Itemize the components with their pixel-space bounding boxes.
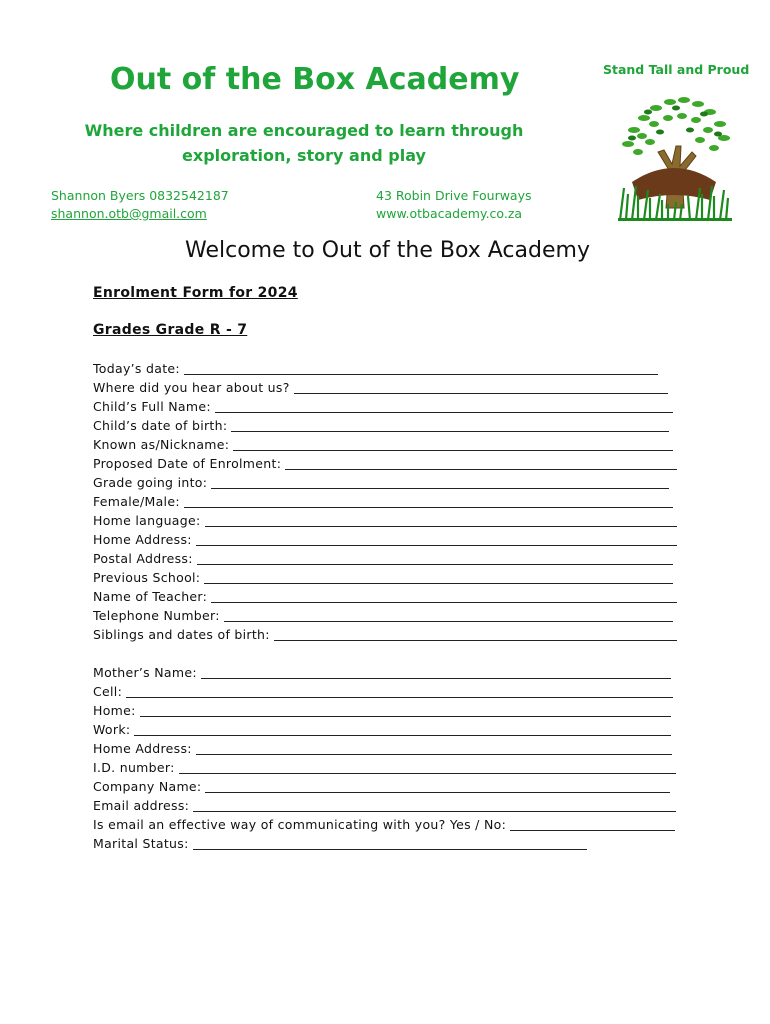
tagline-line-1: Where children are encouraged to learn through: [84, 121, 524, 140]
form-field-row: [93, 530, 677, 549]
form-field-row: [93, 625, 677, 644]
form-field-label: Home:: [93, 703, 136, 718]
form-field-label: Proposed Date of Enrolment:: [93, 456, 282, 471]
form-field-input-line[interactable]: [140, 703, 671, 717]
school-name: Out of the Box Academy: [110, 62, 520, 97]
contact-details: [51, 187, 229, 223]
form-field-label: Female/Male:: [93, 494, 180, 509]
contact-name-phone: Shannon Byers 0832542187: [51, 188, 229, 203]
form-field-row: [93, 492, 677, 511]
address-details: [376, 187, 532, 223]
form-field-input-line[interactable]: [197, 551, 673, 565]
form-field-input-line[interactable]: [231, 418, 669, 432]
form-field-label: Known as/Nickname:: [93, 437, 230, 452]
form-field-label: Is email an effective way of communicating with you? Yes / No:: [93, 817, 507, 832]
form-field-row: [93, 720, 676, 739]
tree-logo-icon: [614, 90, 734, 222]
form-field-label: Grade going into:: [93, 475, 208, 490]
form-field-input-line[interactable]: [196, 741, 672, 755]
form-field-input-line[interactable]: [201, 665, 671, 679]
form-field-input-line[interactable]: [126, 684, 673, 698]
form-field-label: Home Address:: [93, 741, 192, 756]
form-field-input-line[interactable]: [184, 494, 673, 508]
form-field-label: Mother’s Name:: [93, 665, 197, 680]
form-field-row: [93, 549, 677, 568]
form-field-label: Where did you hear about us?: [93, 380, 290, 395]
form-field-label: Marital Status:: [93, 836, 189, 851]
form-field-input-line[interactable]: [134, 722, 671, 736]
form-field-input-line[interactable]: [285, 456, 677, 470]
tagline-line-2: exploration, story and play: [182, 146, 426, 165]
form-field-input-line[interactable]: [193, 836, 587, 850]
form-field-input-line[interactable]: [233, 437, 673, 451]
school-address: 43 Robin Drive Fourways: [376, 188, 532, 203]
form-field-input-line[interactable]: [274, 627, 677, 641]
form-field-label: Home language:: [93, 513, 201, 528]
parent-details-section: [93, 663, 676, 853]
form-field-row: [93, 435, 677, 454]
form-field-label: Home Address:: [93, 532, 192, 547]
form-field-label: I.D. number:: [93, 760, 175, 775]
form-field-input-line[interactable]: [196, 532, 677, 546]
tagline: [74, 118, 534, 168]
form-field-label: Work:: [93, 722, 131, 737]
form-field-input-line[interactable]: [205, 513, 678, 527]
child-details-section: [93, 359, 677, 644]
form-field-label: Telephone Number:: [93, 608, 220, 623]
form-field-input-line[interactable]: [510, 817, 675, 831]
form-field-label: Child’s Full Name:: [93, 399, 211, 414]
form-field-input-line[interactable]: [211, 589, 677, 603]
form-field-row: [93, 454, 677, 473]
form-field-row: [93, 416, 677, 435]
grades-title: Grades Grade R - 7: [93, 322, 248, 338]
form-field-row: [93, 701, 676, 720]
form-field-row: [93, 511, 677, 530]
form-field-input-line[interactable]: [294, 380, 668, 394]
form-field-row: [93, 473, 677, 492]
form-field-input-line[interactable]: [193, 798, 676, 812]
form-field-row: [93, 815, 676, 834]
form-field-row: [93, 587, 677, 606]
form-field-row: [93, 397, 677, 416]
form-field-label: Child’s date of birth:: [93, 418, 228, 433]
form-field-label: Name of Teacher:: [93, 589, 208, 604]
form-title: Enrolment Form for 2024: [93, 285, 298, 301]
welcome-heading: Welcome to Out of the Box Academy: [185, 238, 590, 263]
form-field-input-line[interactable]: [211, 475, 669, 489]
form-field-label: Siblings and dates of birth:: [93, 627, 270, 642]
form-field-row: [93, 739, 676, 758]
form-field-input-line[interactable]: [224, 608, 673, 622]
form-field-input-line[interactable]: [204, 570, 673, 584]
form-field-row: [93, 568, 677, 587]
form-field-label: Previous School:: [93, 570, 201, 585]
form-field-label: Cell:: [93, 684, 123, 699]
form-field-row: [93, 796, 676, 815]
form-field-row: [93, 758, 676, 777]
form-field-row: [93, 682, 676, 701]
contact-email-link[interactable]: shannon.otb@gmail.com: [51, 206, 207, 221]
form-field-row: [93, 606, 677, 625]
form-field-label: Email address:: [93, 798, 190, 813]
form-field-input-line[interactable]: [179, 760, 676, 774]
website-link[interactable]: www.otbacademy.co.za: [376, 206, 523, 221]
form-field-input-line[interactable]: [215, 399, 673, 413]
form-field-label: Postal Address:: [93, 551, 193, 566]
form-field-input-line[interactable]: [184, 361, 658, 375]
form-field-label: Company Name:: [93, 779, 202, 794]
form-field-row: [93, 359, 677, 378]
form-field-row: [93, 378, 677, 397]
form-field-row: [93, 777, 676, 796]
form-field-input-line[interactable]: [205, 779, 670, 793]
form-field-label: Today’s date:: [93, 361, 180, 376]
form-field-row: [93, 834, 676, 853]
form-field-row: [93, 663, 676, 682]
motto: Stand Tall and Proud: [603, 62, 750, 77]
